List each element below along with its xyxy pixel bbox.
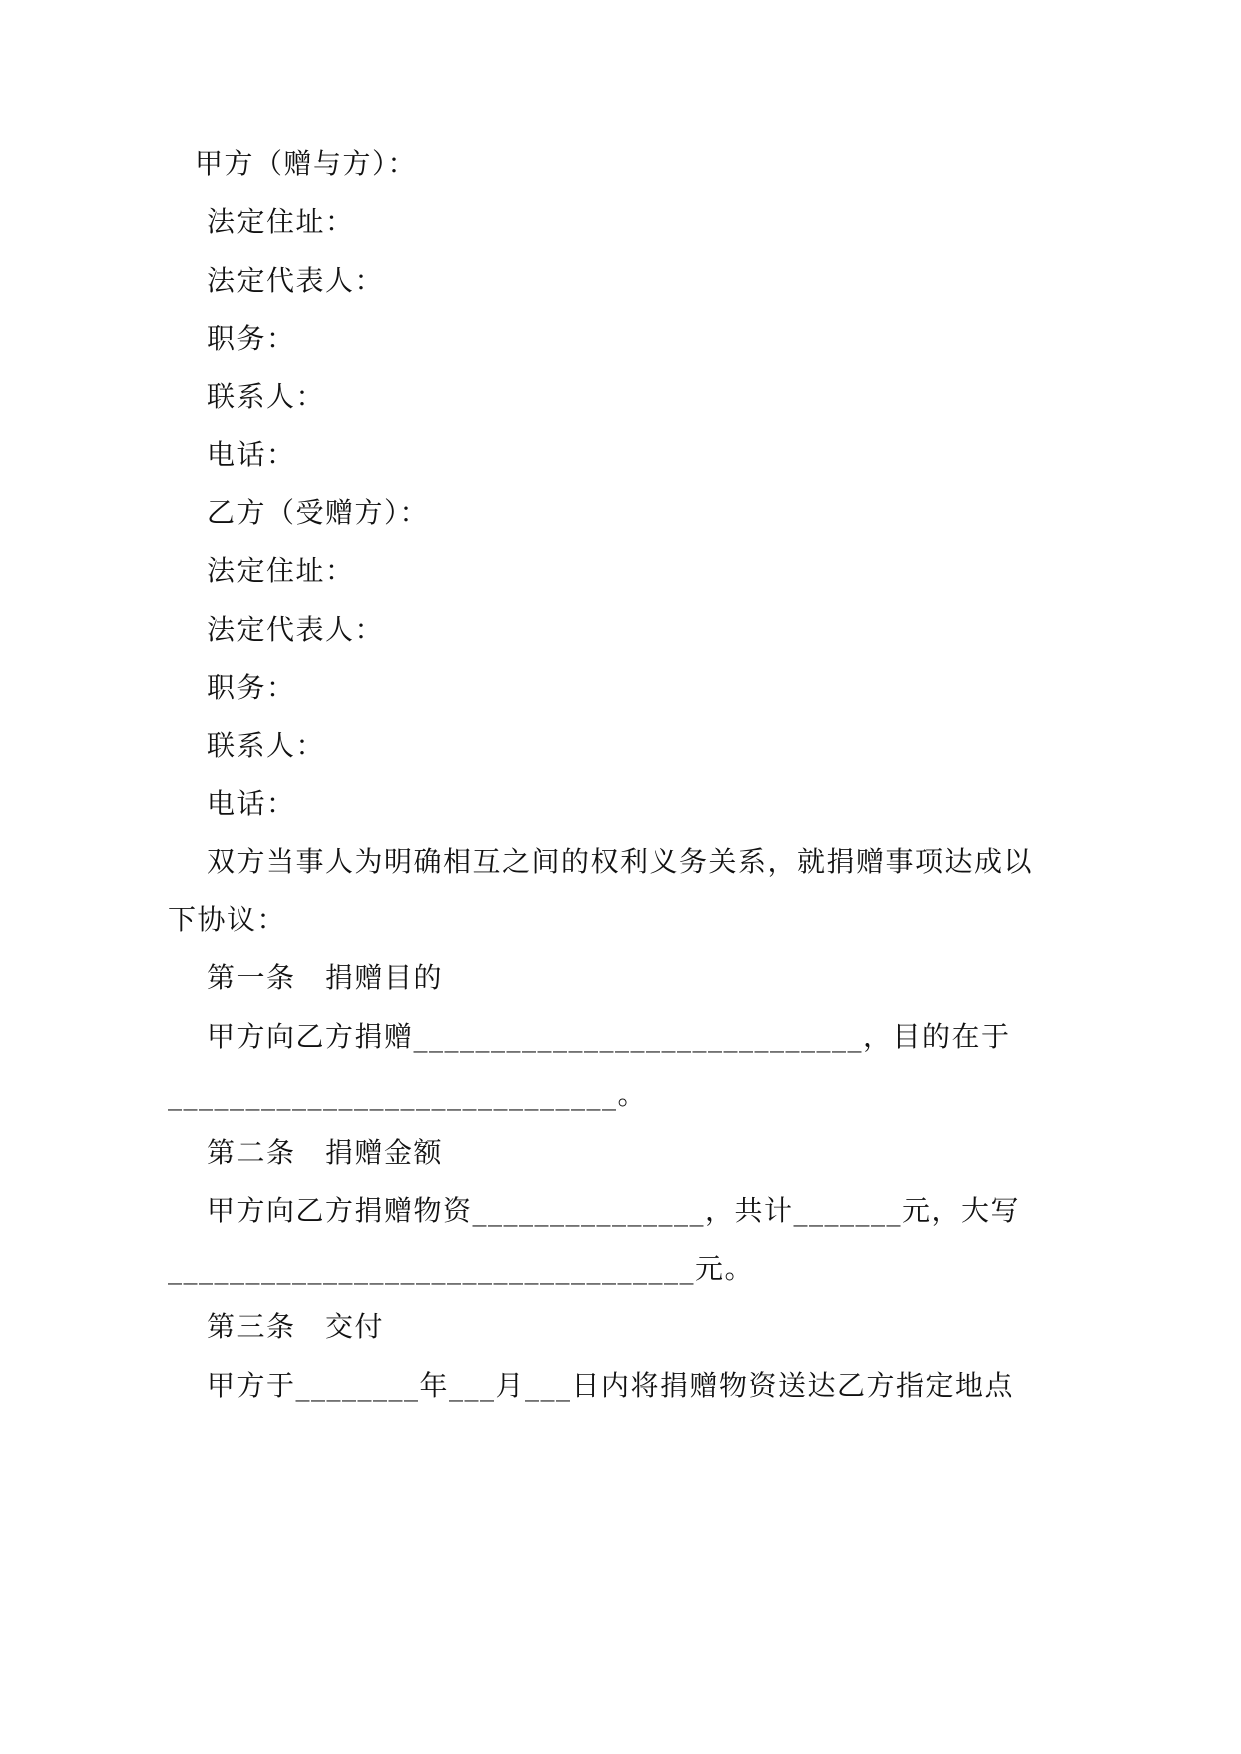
- party-b-phone: 电话：: [207, 787, 296, 820]
- article-1-heading: 第一条 捐赠目的: [207, 961, 444, 994]
- party-b-contact: 联系人：: [207, 729, 326, 762]
- article-1-line-2: _____________________________。: [168, 1078, 648, 1111]
- article-2-line-1: 甲方向乙方捐赠物资_______________，共计_______元，大写: [207, 1194, 1021, 1227]
- party-b-representative: 法定代表人：: [207, 613, 385, 646]
- intro-line-2: 下协议：: [168, 903, 287, 936]
- party-b-title: 乙方（受赠方）：: [207, 496, 430, 529]
- party-a-address: 法定住址：: [207, 205, 355, 238]
- party-a-representative: 法定代表人：: [207, 264, 385, 297]
- party-b-address: 法定住址：: [207, 554, 355, 587]
- party-b-position: 职务：: [207, 671, 296, 704]
- article-2-line-2: __________________________________元。: [168, 1252, 755, 1285]
- party-a-title: 甲方（赠与方）：: [195, 147, 418, 180]
- article-2-heading: 第二条 捐赠金额: [207, 1136, 444, 1169]
- party-a-phone: 电话：: [207, 438, 296, 471]
- intro-line-1: 双方当事人为明确相互之间的权利义务关系，就捐赠事项达成以: [207, 845, 1034, 878]
- article-3-heading: 第三条 交付: [207, 1310, 385, 1343]
- article-3-line-1: 甲方于________年___月___日内将捐赠物资送达乙方指定地点: [207, 1369, 1015, 1402]
- party-a-position: 职务：: [207, 322, 296, 355]
- party-a-contact: 联系人：: [207, 380, 326, 413]
- article-1-line-1: 甲方向乙方捐赠_____________________________，目的在于: [207, 1020, 1011, 1053]
